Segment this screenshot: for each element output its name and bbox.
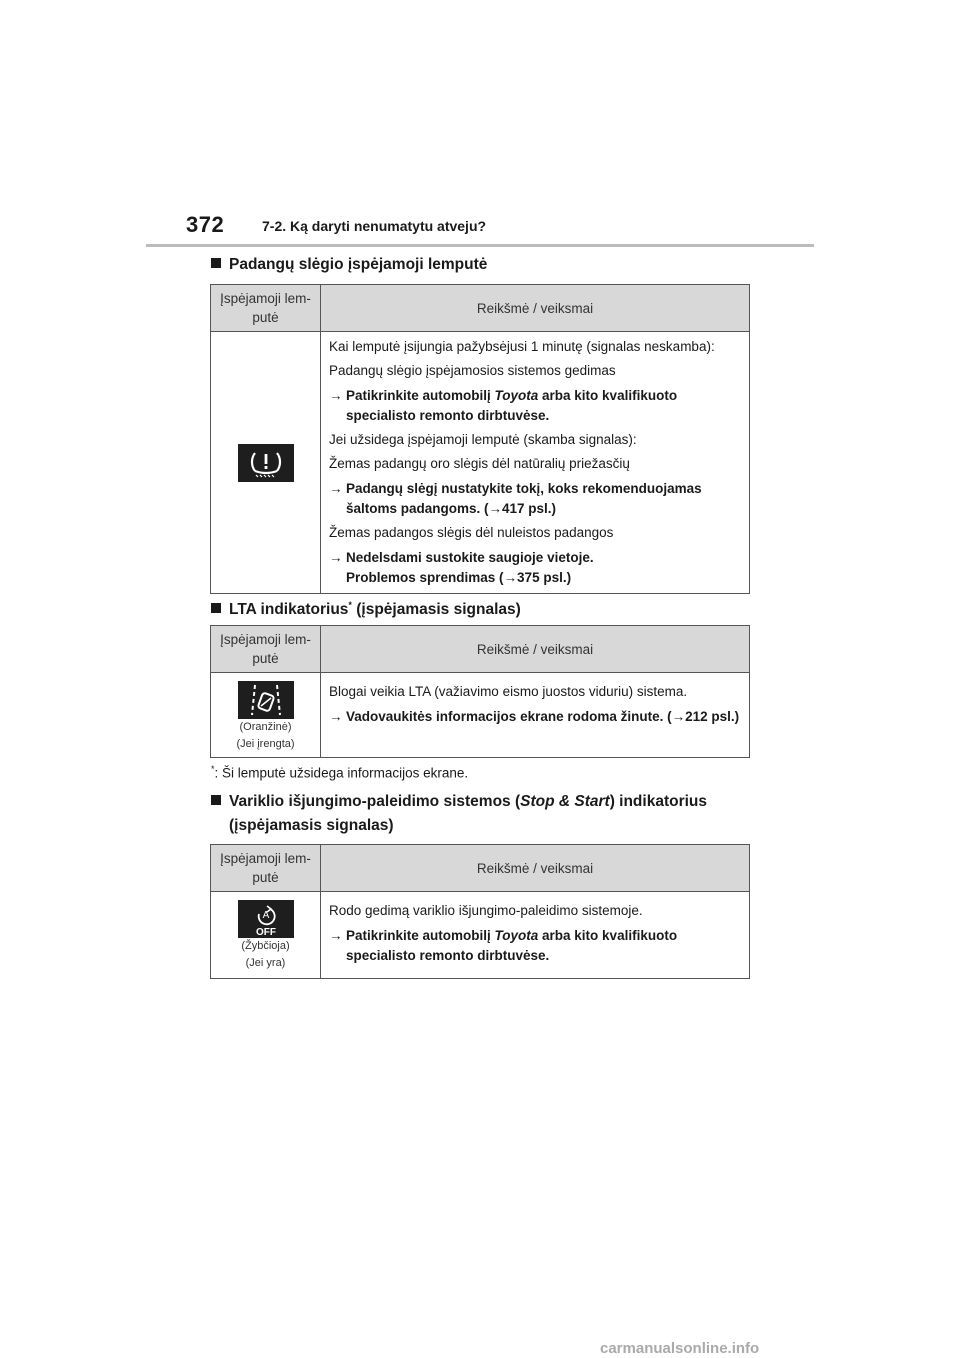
square-bullet-icon <box>211 603 221 613</box>
footnote-text: : Ši lemputė užsidega informacijos ekrane. <box>214 765 469 781</box>
footnote <box>211 764 468 781</box>
page-reference[interactable]: 212 psl.) <box>685 709 740 724</box>
action-item <box>329 386 743 425</box>
arrow-icon: → <box>503 569 518 585</box>
lamp-cell <box>211 673 321 758</box>
lane-tracing-assist-icon <box>238 681 294 719</box>
section-title-text: (įspėjamasis signalas) <box>351 601 521 619</box>
arrow-icon: → <box>671 709 686 724</box>
section-title-text: LTA indikatorius <box>229 601 349 619</box>
lamp-note: (Oranžinė) <box>239 721 292 733</box>
chapter-title: 7-2. Ką daryti nenumatytu atveju? <box>262 218 487 234</box>
column-header-lamp <box>211 626 321 673</box>
action-text <box>346 479 743 518</box>
section-title-text: Padangų slėgio įspėjamoji lemputė <box>229 256 488 273</box>
meaning-cell <box>321 673 750 758</box>
section-title-lta <box>211 593 521 622</box>
table-header-row <box>211 626 750 673</box>
text: Padangų slėgį nustatykite tokį, koks rekomenduojamas šaltoms padangoms. ( <box>346 481 702 516</box>
action-text <box>346 386 743 425</box>
section-title-italic: Stop & Start <box>520 793 610 810</box>
stop-start-off-text: OFF <box>255 927 276 938</box>
arrow-icon: → <box>329 928 343 943</box>
text: Vadovaukitės informacijos ekrane rodoma žinute. ( <box>346 709 672 724</box>
section-title-text: ) indikatorius <box>609 793 708 810</box>
paragraph: Žemas padangų oro slėgis dėl natūralių priežasčių <box>329 456 630 471</box>
column-header-meaning: Reikšmė / veiksmai <box>321 285 750 332</box>
brand-name: Toyota <box>494 928 539 943</box>
paragraph: Kai lemputė įsijungia pažybsėjusi 1 minutę (signalas neskamba): <box>329 339 715 354</box>
header-text: Įspėjamoji lem- <box>220 632 311 647</box>
table-header-row <box>211 845 750 892</box>
arrow-icon: → <box>329 388 343 403</box>
column-header-meaning: Reikšmė / veiksmai <box>321 845 750 892</box>
action-item <box>329 707 743 727</box>
header-text: putė <box>252 870 279 885</box>
paragraph: Žemas padangos slėgis dėl nuleistos padangos <box>329 525 614 540</box>
table-row <box>211 673 750 758</box>
warning-table-lta <box>210 625 750 758</box>
lamp-cell <box>211 892 321 979</box>
stop-start-off-icon <box>238 900 294 938</box>
paragraph: Jei užsidega įspėjamoji lemputė (skamba signalas): <box>329 432 637 447</box>
table-row <box>211 332 750 594</box>
header-divider <box>146 244 814 247</box>
brand-name: Toyota <box>494 388 539 403</box>
text: arba kito kvalifikuoto specialisto remonto dirbtuvėse. <box>346 928 678 963</box>
section-title-text: (įspėjamasis signalas) <box>229 817 394 834</box>
text: arba kito kvalifikuoto specialisto remonto dirbtuvėse. <box>346 388 678 423</box>
stop-start-letter: A <box>262 910 269 921</box>
column-header-lamp <box>211 845 321 892</box>
header-text: putė <box>252 651 279 666</box>
header-text: Įspėjamoji lem- <box>220 851 311 866</box>
action-item <box>329 479 743 518</box>
action-item <box>329 926 743 965</box>
text: Nedelsdami sustokite saugioje vietoje. <box>346 550 594 565</box>
paragraph: Padangų slėgio įspėjamosios sistemos gedimas <box>329 363 616 378</box>
text: Patikrinkite automobilį <box>346 388 495 403</box>
table-row <box>211 892 750 979</box>
watermark: carmanualsonline.info <box>600 1340 760 1357</box>
action-text <box>346 548 743 587</box>
section-title-text: Variklio išjungimo-paleidimo sistemos ( <box>229 793 521 810</box>
lamp-cell <box>211 332 321 594</box>
arrow-icon: → <box>329 709 343 724</box>
section-title-tire-pressure <box>211 253 487 277</box>
section-title-stop-start <box>211 790 707 838</box>
arrow-icon: → <box>329 550 343 565</box>
paragraph: Blogai veikia LTA (važiavimo eismo juostos viduriu) sistema. <box>329 684 688 699</box>
meaning-cell <box>321 332 750 594</box>
table-header-row <box>211 285 750 332</box>
header-text: Įspėjamoji lem- <box>220 291 311 306</box>
meaning-cell <box>321 892 750 979</box>
column-header-meaning: Reikšmė / veiksmai <box>321 626 750 673</box>
action-item <box>329 548 743 587</box>
action-text <box>346 926 743 965</box>
square-bullet-icon <box>211 795 221 805</box>
warning-table-tire-pressure <box>210 284 750 594</box>
action-text <box>346 707 743 727</box>
text: Patikrinkite automobilį <box>346 928 495 943</box>
arrow-icon: → <box>488 500 503 516</box>
lamp-note: (Jei įrengta) <box>236 738 295 750</box>
header-text: putė <box>252 310 279 325</box>
paragraph: Rodo gedimą variklio išjungimo-paleidimo sistemoje. <box>329 903 643 918</box>
tire-pressure-warning-icon <box>238 444 294 482</box>
column-header-lamp <box>211 285 321 332</box>
lamp-note: (Jei yra) <box>245 957 286 969</box>
arrow-icon: → <box>329 481 343 496</box>
square-bullet-icon <box>211 258 221 268</box>
warning-table-stop-start <box>210 844 750 979</box>
page-number: 372 <box>186 212 225 237</box>
page-reference[interactable]: 375 psl.) <box>517 569 572 585</box>
lamp-note: (Žybčioja) <box>241 940 290 952</box>
page-reference[interactable]: 417 psl.) <box>502 500 557 516</box>
footnote-mark: * <box>211 764 215 774</box>
footnote-mark: * <box>348 600 352 610</box>
text: Problemos sprendimas ( <box>346 569 504 585</box>
